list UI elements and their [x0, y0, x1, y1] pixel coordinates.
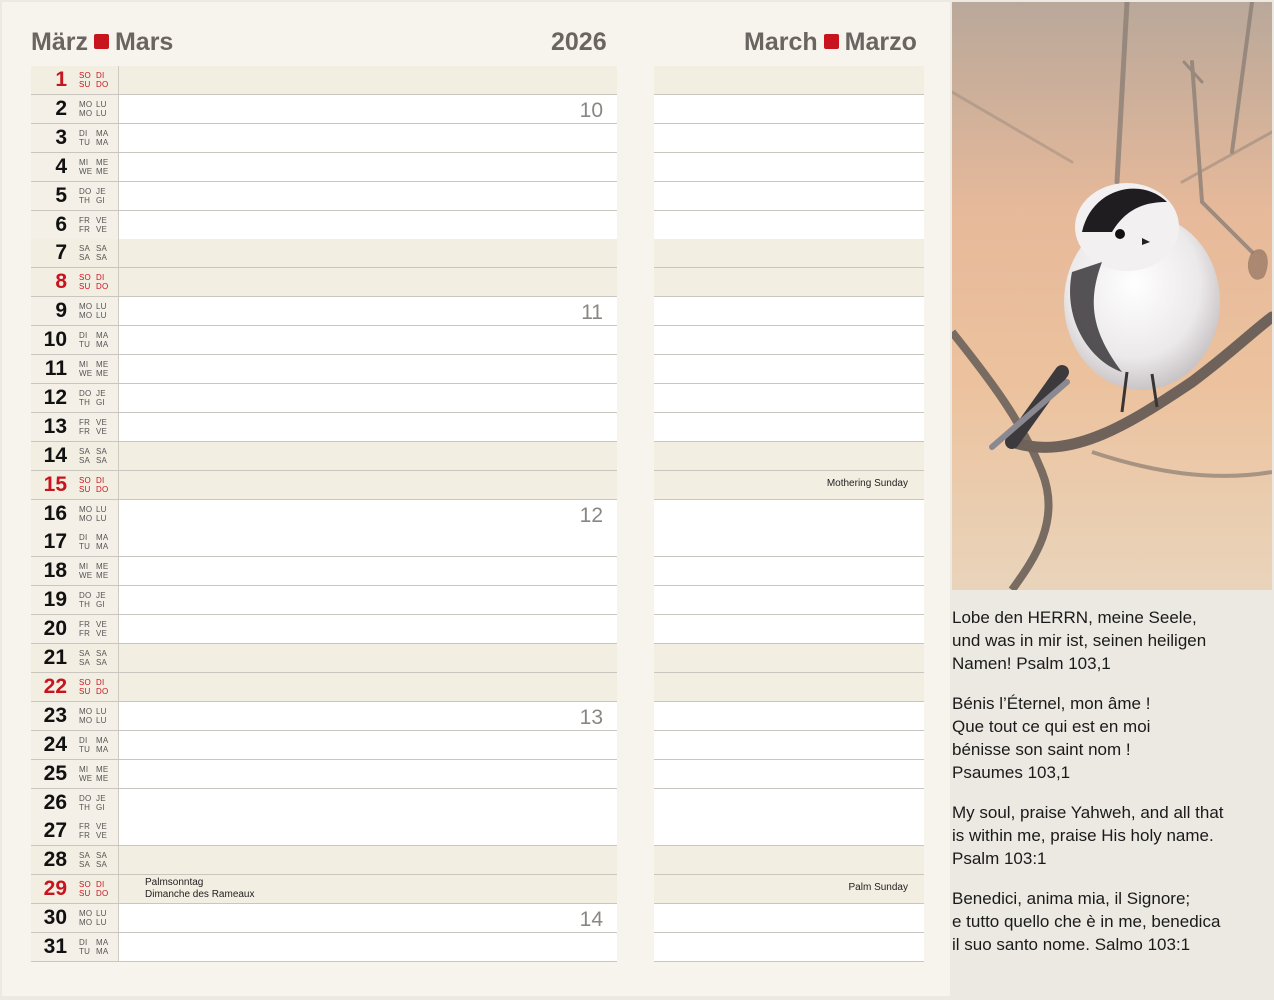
day-label-cell [31, 933, 119, 961]
day-row-right[interactable] [654, 557, 924, 586]
day-row[interactable] [31, 355, 617, 384]
weekday-abbr: MI ME WE ME [79, 158, 109, 176]
red-square-icon [824, 34, 839, 49]
psalm-verses [952, 606, 1262, 973]
day-label-cell [31, 268, 119, 296]
day-row[interactable] [31, 528, 617, 557]
day-row[interactable] [31, 413, 617, 442]
day-row-right[interactable] [654, 471, 924, 500]
verse-it: Benedici, anima mia, il Signore; e tutto quello che è in me, benedica il suo santo nome. Salmo 103:1 [952, 889, 1221, 954]
month-de: März [31, 28, 88, 56]
day-row-right[interactable] [654, 702, 924, 731]
verse-en: My soul, praise Yahweh, and all that is within me, praise His holy name. Psalm 103:1 [952, 803, 1224, 868]
day-label-cell [31, 297, 119, 325]
year-label: 2026 [551, 28, 607, 56]
weekday-abbr: DO JE TH GI [79, 187, 106, 205]
day-row-right[interactable] [654, 846, 924, 875]
day-label-cell [31, 846, 119, 874]
day-number: 30 [43, 906, 67, 929]
day-label-cell [31, 95, 119, 123]
weekday-abbr: MO LU MO LU [79, 505, 107, 523]
day-number: 14 [43, 444, 67, 467]
day-row[interactable] [31, 875, 617, 904]
holiday-label: Palmsonntag Dimanche des Rameaux [145, 877, 255, 900]
weekday-abbr: DI MA TU MA [79, 331, 109, 349]
day-label-cell [31, 413, 119, 441]
day-row-right[interactable] [654, 875, 924, 904]
day-label-cell [31, 875, 119, 903]
day-number: 13 [43, 415, 67, 438]
day-label-cell [31, 644, 119, 672]
day-number: 16 [43, 502, 67, 525]
weekday-abbr: DI MA TU MA [79, 533, 109, 551]
day-label-cell [31, 731, 119, 759]
day-row[interactable] [31, 211, 617, 240]
weekday-abbr: DI MA TU MA [79, 129, 109, 147]
day-row-right[interactable] [654, 326, 924, 355]
weekday-abbr: SO DI SU DO [79, 71, 109, 89]
day-row-right[interactable] [654, 789, 924, 818]
day-row[interactable] [31, 557, 617, 586]
day-row[interactable] [31, 789, 617, 818]
day-row[interactable] [31, 615, 617, 644]
day-number: 6 [55, 213, 67, 236]
weekday-abbr: DI MA TU MA [79, 938, 109, 956]
day-row-right[interactable] [654, 182, 924, 211]
day-row[interactable] [31, 239, 617, 268]
day-row-right[interactable] [654, 66, 924, 95]
weekday-abbr: MO LU MO LU [79, 707, 107, 725]
day-label-cell [31, 326, 119, 354]
day-row[interactable] [31, 442, 617, 471]
day-number: 26 [43, 791, 67, 814]
week-number: 13 [579, 706, 603, 729]
day-row[interactable] [31, 384, 617, 413]
weekday-abbr: DO JE TH GI [79, 389, 106, 407]
weekday-abbr: MI ME WE ME [79, 765, 109, 783]
day-number: 4 [55, 155, 67, 178]
day-number: 1 [55, 68, 67, 91]
day-row[interactable] [31, 760, 617, 789]
weekday-abbr: MI ME WE ME [79, 562, 109, 580]
day-label-cell [31, 789, 119, 817]
day-label-cell [31, 760, 119, 788]
day-number: 22 [43, 675, 67, 698]
day-row-right[interactable] [654, 615, 924, 644]
weekday-abbr: SA SA SA SA [79, 447, 108, 465]
day-grid-right [654, 66, 924, 962]
holiday-label-en: Mothering Sunday [826, 478, 908, 489]
day-number: 11 [44, 357, 67, 380]
day-row-right[interactable] [654, 731, 924, 760]
day-label-cell [31, 615, 119, 643]
day-row-right[interactable] [654, 760, 924, 789]
red-square-icon [94, 34, 109, 49]
weekday-abbr: DO JE TH GI [79, 591, 106, 609]
day-row[interactable] [31, 268, 617, 297]
day-row[interactable] [31, 182, 617, 211]
week-number: 11 [581, 301, 603, 324]
day-number: 29 [43, 877, 67, 900]
day-label-cell [31, 702, 119, 730]
day-number: 25 [43, 762, 67, 785]
day-label-cell [31, 239, 119, 267]
day-row[interactable] [31, 500, 617, 529]
day-row-right[interactable] [654, 500, 924, 529]
weekday-abbr: FR VE FR VE [79, 418, 108, 436]
weekday-abbr: MO LU MO LU [79, 909, 107, 927]
day-number: 21 [43, 646, 67, 669]
day-row-right[interactable] [654, 268, 924, 297]
month-fr: Mars [114, 28, 174, 56]
day-row[interactable] [31, 702, 617, 731]
month-it: Marzo [844, 28, 917, 56]
day-label-cell [31, 471, 119, 499]
day-row[interactable] [31, 846, 617, 875]
day-row[interactable] [31, 95, 617, 124]
day-row-right[interactable] [654, 817, 924, 846]
day-row-right[interactable] [654, 413, 924, 442]
verse-fr: Bénis l’Éternel, mon âme ! Que tout ce qui est en moi bénisse son saint nom ! Psaumes 103,1 [952, 694, 1151, 782]
day-number: 27 [43, 819, 67, 842]
day-row[interactable] [31, 933, 617, 962]
day-number: 23 [43, 704, 67, 727]
day-row-right[interactable] [654, 442, 924, 471]
weekday-abbr: FR VE FR VE [79, 822, 108, 840]
weekday-abbr: FR VE FR VE [79, 216, 108, 234]
weekday-abbr: SO DI SU DO [79, 273, 109, 291]
day-number: 28 [43, 848, 67, 871]
day-row-right[interactable] [654, 904, 924, 933]
holiday-label-en: Palm Sunday [848, 882, 908, 893]
day-label-cell [31, 124, 119, 152]
day-row-right[interactable] [654, 355, 924, 384]
weekday-abbr: SO DI SU DO [79, 678, 109, 696]
weekday-abbr: SO DI SU DO [79, 880, 109, 898]
day-row[interactable] [31, 817, 617, 846]
day-row-right[interactable] [654, 239, 924, 268]
day-row-right[interactable] [654, 673, 924, 702]
day-label-cell [31, 442, 119, 470]
day-number: 31 [43, 935, 67, 958]
day-row-right[interactable] [654, 153, 924, 182]
weekday-abbr: DO JE TH GI [79, 794, 106, 812]
day-row[interactable] [31, 644, 617, 673]
day-row-right[interactable] [654, 933, 924, 962]
day-row[interactable] [31, 124, 617, 153]
day-label-cell [31, 384, 119, 412]
day-label-cell [31, 66, 119, 94]
day-label-cell [31, 904, 119, 932]
weekday-abbr: DI MA TU MA [79, 736, 109, 754]
day-label-cell [31, 528, 119, 556]
day-row-right[interactable] [654, 124, 924, 153]
week-number: 12 [579, 504, 603, 527]
day-number: 15 [43, 473, 67, 496]
day-number: 20 [43, 617, 67, 640]
day-row-right[interactable] [654, 384, 924, 413]
weekday-abbr: FR VE FR VE [79, 620, 108, 638]
day-label-cell [31, 500, 119, 528]
day-label-cell [31, 586, 119, 614]
day-label-cell [31, 211, 119, 239]
day-row-right[interactable] [654, 297, 924, 326]
day-row-right[interactable] [654, 211, 924, 240]
bird-photo [952, 2, 1272, 590]
day-row-right[interactable] [654, 95, 924, 124]
day-row-right[interactable] [654, 644, 924, 673]
day-number: 18 [43, 559, 67, 582]
day-number: 9 [55, 299, 67, 322]
day-row[interactable] [31, 326, 617, 355]
day-row-right[interactable] [654, 528, 924, 557]
day-number: 12 [43, 386, 67, 409]
day-row[interactable] [31, 673, 617, 702]
day-number: 19 [43, 588, 67, 611]
month-title-de-fr [31, 28, 173, 57]
day-number: 17 [43, 530, 67, 553]
weekday-abbr: MO LU MO LU [79, 100, 107, 118]
weekday-abbr: SO DI SU DO [79, 476, 109, 494]
day-row[interactable] [31, 297, 617, 326]
day-label-cell [31, 557, 119, 585]
day-label-cell [31, 355, 119, 383]
day-number: 5 [55, 184, 67, 207]
day-number: 2 [55, 97, 67, 120]
day-label-cell [31, 182, 119, 210]
day-number: 3 [55, 126, 67, 149]
week-number: 14 [579, 908, 603, 931]
weekday-abbr: SA SA SA SA [79, 649, 108, 667]
day-row-right[interactable] [654, 586, 924, 615]
day-label-cell [31, 817, 119, 845]
day-number: 8 [55, 270, 67, 293]
month-title-en-it [744, 28, 917, 57]
weekday-abbr: SA SA SA SA [79, 851, 108, 869]
day-grid-left [31, 66, 617, 962]
day-row[interactable] [31, 731, 617, 760]
day-row[interactable] [31, 904, 617, 933]
weekday-abbr: SA SA SA SA [79, 244, 108, 262]
month-en: March [744, 28, 818, 56]
weekday-abbr: MI ME WE ME [79, 360, 109, 378]
day-label-cell [31, 673, 119, 701]
week-number: 10 [579, 99, 603, 122]
day-row[interactable] [31, 66, 617, 95]
day-row[interactable] [31, 586, 617, 615]
day-number: 10 [43, 328, 67, 351]
weekday-abbr: MO LU MO LU [79, 302, 107, 320]
day-number: 24 [43, 733, 67, 756]
day-label-cell [31, 153, 119, 181]
day-number: 7 [55, 241, 67, 264]
day-row[interactable] [31, 471, 617, 500]
day-row[interactable] [31, 153, 617, 182]
verse-de: Lobe den HERRN, meine Seele, und was in mir ist, seinen heiligen Namen! Psalm 103,1 [952, 608, 1207, 673]
